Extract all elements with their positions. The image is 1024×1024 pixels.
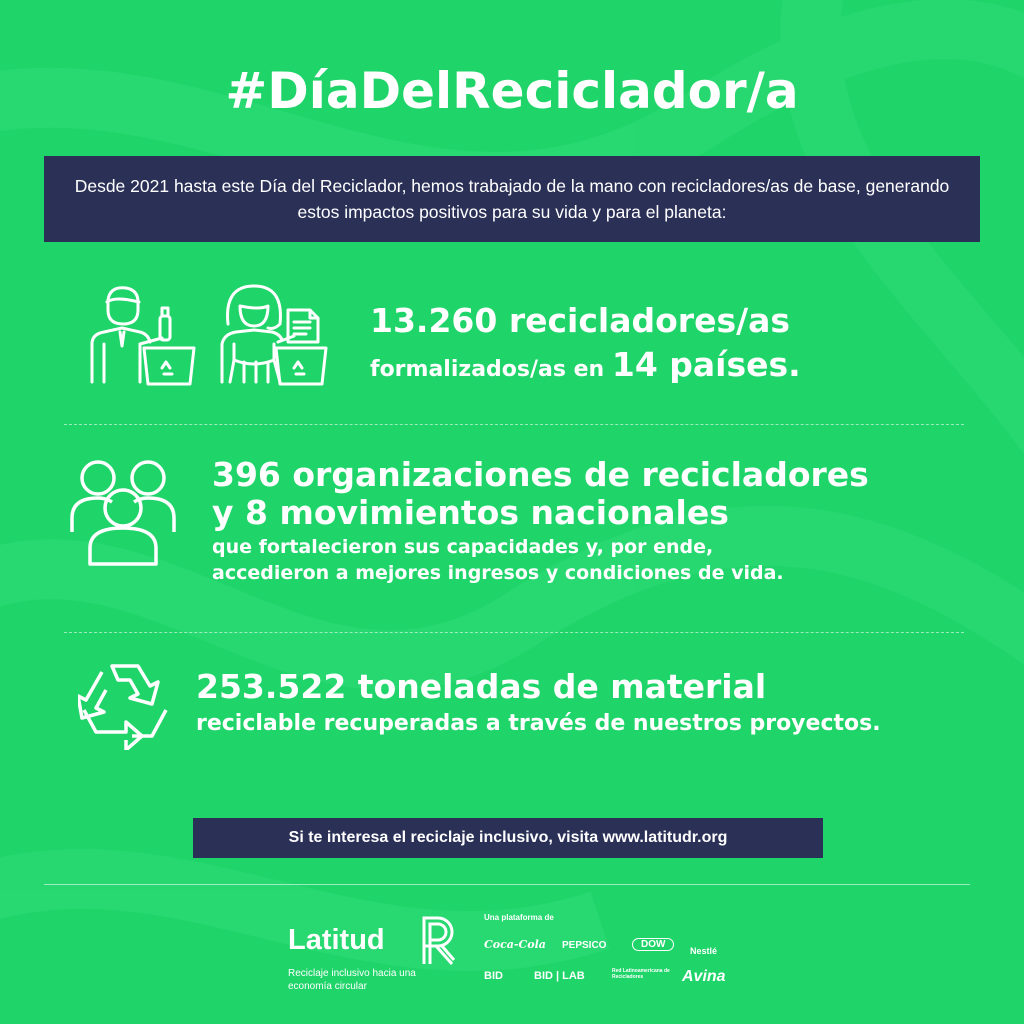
group-people-icon	[68, 456, 178, 568]
partner-logo-nestle: Nestlé	[690, 946, 718, 956]
section-divider	[64, 632, 964, 633]
recycler-man-icon	[80, 282, 198, 390]
stat-formalized-countries: 14 países.	[611, 345, 801, 384]
section-divider	[64, 424, 964, 425]
partner-logo-pepsico: PEPSICO	[562, 940, 607, 951]
recycle-arrows-icon	[78, 660, 174, 750]
partner-logo-red-latinoamericana: Red Latinoamericana de Recicladores	[612, 968, 670, 980]
intro-banner	[44, 156, 980, 242]
page-title: #DíaDelReciclador/a	[225, 62, 799, 120]
partner-logo-bid: BID	[484, 970, 503, 982]
stat-formalized-headline: 13.260 recicladores/as	[370, 301, 791, 340]
platform-label: Una plataforma de	[484, 913, 554, 922]
stat-formalized-subline: formalizados/as en	[370, 357, 612, 382]
stat-formalized	[370, 302, 801, 384]
cta-text: Si te interesa el reciclaje inclusivo, visita www.latitudr.org	[288, 829, 728, 846]
partner-logo-avina: Avina	[682, 968, 726, 985]
partner-logo-coca-cola: Coca-Cola	[484, 938, 546, 951]
stat-organizations-headline: 396 organizaciones de recicladores	[212, 455, 869, 494]
latitud-r-logo-icon	[418, 912, 458, 966]
stat-tonnes-detail: reciclable recuperadas a través de nuestros proyectos.	[196, 711, 881, 736]
partner-logo-bid-lab: BID | LAB	[534, 970, 585, 982]
partner-logo-dow: DOW	[632, 938, 674, 951]
footer-divider	[44, 884, 970, 885]
stat-organizations-movements: y 8 movimientos nacionales	[212, 493, 729, 532]
stat-tonnes-headline: 253.522 toneladas de material	[196, 667, 767, 706]
stat-organizations-detail-1: que fortalecieron sus capacidades y, por ende,	[212, 536, 714, 558]
intro-text: Desde 2021 hasta este Día del Reciclador, hemos trabajado de la mano con recicladores/as de base, generando estos impactos positivos para su vida y para el planeta:	[74, 176, 950, 222]
latitud-tagline: Reciclaje inclusivo hacia una economía circular	[288, 968, 416, 992]
stat-tonnes	[196, 668, 881, 738]
stat-organizations-detail-2: accedieron a mejores ingresos y condiciones de vida.	[212, 562, 784, 584]
cta-banner	[193, 818, 823, 858]
stat-organizations	[212, 456, 869, 586]
latitud-logo-text: Latitud	[288, 924, 385, 956]
recycler-woman-icon	[212, 282, 330, 390]
